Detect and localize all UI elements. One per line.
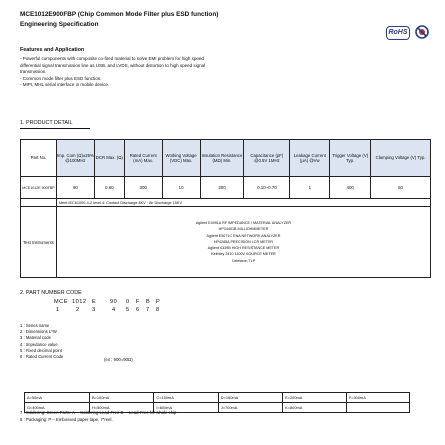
code-index: 7 [146, 307, 150, 313]
footnote-packaging: 8 : Packaging: P – Embossed paper tape, 7"reel. [20, 417, 113, 422]
features-list [20, 56, 205, 89]
col-header: Imp. Com (Ω)±25% @100MHz [56, 140, 94, 177]
instrument-item: Keithley 2410 1100V SOURCE METER [211, 252, 276, 257]
current-code-cell: A=50mA [25, 393, 90, 403]
feature-line: transmission. [20, 69, 47, 75]
explanation-item: 5 : Fixed decimal point [20, 347, 62, 353]
no-lead-icon [415, 25, 429, 39]
title-text: MCE1012E900FBP (Chip Common Mode Filter plus ESD function) [20, 11, 219, 18]
cell-leakage: 1 [290, 177, 330, 199]
code-segment: F [136, 299, 140, 305]
cell-part-no: MCE1012E 900FBP [21, 177, 57, 199]
instruments-list [56, 207, 430, 278]
col-header: Leakage Current (μA) @Vw [290, 140, 330, 177]
part-number-heading: 2. PART NUMBER CODE [20, 290, 82, 296]
current-code-cell: C=150mA [154, 393, 218, 403]
col-header: Working Voltage (VDC) Max. [162, 140, 200, 177]
col-header: Trigger Voltage (V) Typ. [330, 140, 371, 177]
instrument-item: Agilent 4339B HIGH RESISTANCE METER [207, 246, 280, 251]
cell-rated-current: 300 [124, 177, 162, 199]
current-code-cell: E=200mA [283, 393, 347, 403]
product-detail-table [20, 139, 431, 278]
feature-line: - Powerful components with composite co-fired material to solve EMI problem for high speed [20, 56, 204, 61]
table-header-row [21, 140, 431, 177]
explanation-item: 6 : Rated Current Code [20, 354, 64, 360]
instrument-item: HP4285A PRECISION LCR METER [213, 239, 274, 244]
cell-clamping-voltage: 50 [371, 177, 431, 199]
instrument-item: Agilent E5071C ENA NETWORK ANALYZER [206, 233, 281, 238]
current-code-cell: J=700mA [218, 403, 282, 413]
instruments-row [21, 207, 431, 278]
code-explanations [20, 323, 63, 360]
cell-trigger-voltage: 400 [330, 177, 371, 199]
code-index: 4 [112, 307, 116, 313]
code-index: 5 [126, 307, 130, 313]
current-code-cell: G=400mA [25, 403, 90, 413]
feature-line: - Common mode filter plus ESD function. [20, 75, 102, 81]
current-code-cell: D=150mA [218, 393, 282, 403]
product-detail-heading: 1. PRODUCT DETAIL [20, 120, 73, 126]
cell-working-voltage: 10 [162, 177, 200, 199]
explanation-item: 4 : Impedance value [20, 341, 58, 347]
col-header: Insulation Resistance (MΩ) Min. [200, 140, 244, 177]
cell-insulation-resistance: 200 [200, 177, 244, 199]
instrument-item: Agilent E4991A RF IMPEDANCE / MATERIAL ANALYZER [195, 220, 292, 225]
current-code-cell: B=100mA [90, 393, 154, 403]
feature-line: differential signal transmission line as USB, and LVDS, without distortion to high speed signal [20, 62, 206, 68]
code-segment: 1012 [72, 299, 87, 305]
cell-impedance: 90 [56, 177, 94, 199]
col-header: Clamping Voltage (V) Typ. [371, 140, 431, 177]
explanation-item: 3 : Material code [20, 335, 51, 341]
code-index: 3 [92, 307, 96, 313]
col-header: Rated Current (mA) Max. [124, 140, 162, 177]
impedance-example: (ex : 900=90Ω) [104, 357, 133, 362]
instrument-item: Celestron TLP [231, 258, 256, 263]
standard-text: Meet IEC61000-4-2 level 4: Contact Discharge 8KV · Air Discharge 15KV [56, 199, 430, 207]
subtitle-text: Engineering Specification [20, 21, 99, 28]
code-index: 6 [136, 307, 140, 313]
code-segment: 90 [110, 299, 118, 305]
code-index: 1 [56, 307, 60, 313]
explanation-item: 2 : Dimensions L*W [20, 329, 57, 335]
code-index: 8 [156, 307, 160, 313]
code-segment: E [92, 299, 97, 305]
current-code-cell: K=800mA [283, 403, 347, 413]
current-code-cell: F=300mA [346, 393, 409, 403]
instruments-label: Test Instruments [21, 207, 57, 278]
col-header: Part No. [21, 140, 57, 177]
document-title [20, 10, 400, 30]
code-segment: P [156, 299, 161, 305]
current-code-cell: I=600mA [154, 403, 218, 413]
code-segment: B [146, 299, 151, 305]
table-row [21, 177, 431, 199]
current-code-cell [346, 403, 409, 413]
heading-underline [20, 128, 90, 129]
cell-capacitance: 0.10~0.70 [244, 177, 290, 199]
footnote-soldering: 7 : Soldering: Green Parts: A— Soldering Lead-Free B— Lead-Free for whole chip [20, 410, 177, 415]
feature-line: - MIPI, MHL serial interface in mobile device. [20, 82, 110, 88]
standard-row [21, 199, 431, 207]
code-segment: MCE [54, 299, 68, 305]
code-index: 2 [76, 307, 80, 313]
code-segment: 0 [126, 299, 130, 305]
features-section [20, 47, 205, 89]
col-header: DCR Max. (Ω) [94, 140, 124, 177]
rohs-badge: RoHS [386, 26, 410, 40]
table-row [25, 393, 410, 403]
explanation-item: 1 : Series name [20, 323, 50, 328]
cell-dcr: 0.60 [94, 177, 124, 199]
instrument-item: HP34401B MILLIOHMMETER [218, 227, 269, 232]
col-header: Capacitance (pF) @0.5V 1MHz [244, 140, 290, 177]
features-heading: Features and Application [20, 47, 85, 53]
current-code-cell: H=500mA [90, 403, 154, 413]
